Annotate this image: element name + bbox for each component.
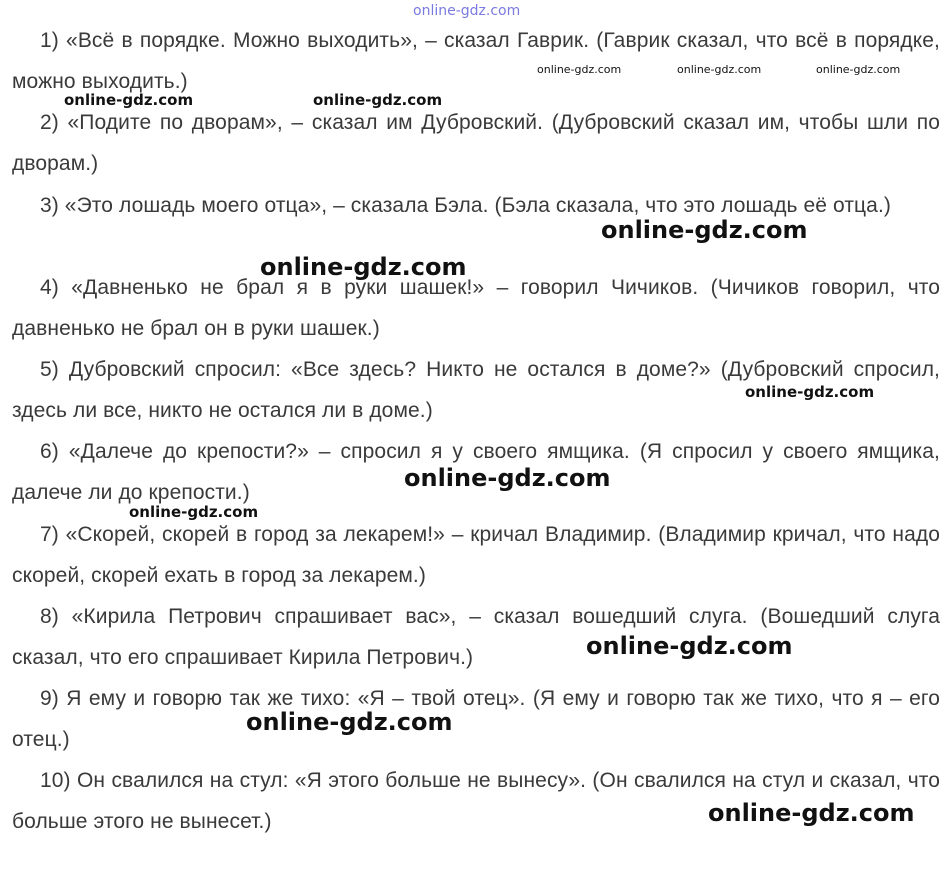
paragraph-1: 1) «Всё в порядке. Можно выходить», – сказал Гаврик. (Гаврик сказал, что всё в порядке, можно выходить.) bbox=[12, 29, 940, 93]
watermark-medium: online-gdz.com bbox=[745, 383, 875, 401]
watermark-large: online-gdz.com bbox=[708, 799, 915, 827]
paragraph-8: 8) «Кирила Петрович спрашивает вас», – сказал вошедший слуга. (Вошедший слуга сказал, что его спрашивает Кирила Петрович.) bbox=[12, 605, 940, 669]
paragraph-2: 2) «Подите по дворам», – сказал им Дубровский. (Дубровский сказал им, чтобы шли по дворам.) bbox=[12, 111, 940, 175]
watermark-medium: online-gdz.com bbox=[313, 91, 443, 109]
paragraph-4: 4) «Давненько не брал я в руки шашек!» – говорил Чичиков. (Чичиков говорил, что давненько не брал он в руки шашек.) bbox=[12, 276, 940, 340]
watermark-large: online-gdz.com bbox=[246, 708, 453, 736]
paragraph-5: 5) Дубровский спросил: «Все здесь? Никто не остался в доме?» (Дубровский спросил, здесь ли все, никто не остался ли в доме.) bbox=[12, 358, 940, 422]
watermark-large: online-gdz.com bbox=[586, 632, 793, 660]
paragraph-7: 7) «Скорей, скорей в город за лекарем!» – кричал Владимир. (Владимир кричал, что надо скорей, скорей ехать в город за лекарем.) bbox=[12, 523, 940, 587]
watermark-small: online-gdz.com bbox=[816, 63, 901, 76]
watermark-large: online-gdz.com bbox=[601, 216, 808, 244]
paragraph-3: 3) «Это лошадь моего отца», – сказала Бэла. (Бэла сказала, что это лошадь её отца.) bbox=[40, 194, 891, 217]
watermark-top: online-gdz.com bbox=[413, 3, 521, 19]
watermark-small: online-gdz.com bbox=[677, 63, 762, 76]
paragraph-9: 9) Я ему и говорю так же тихо: «Я – твой отец». (Я ему и говорю так же тихо, что я – его отец.) bbox=[12, 687, 940, 751]
watermark-large: online-gdz.com bbox=[260, 253, 467, 281]
paragraph-10: 10) Он свалился на стул: «Я этого больше не вынесу». (Он свалился на стул и сказал, что больше этого не вынесет.) bbox=[12, 769, 940, 833]
watermark-medium: online-gdz.com bbox=[129, 503, 259, 521]
watermark-medium: online-gdz.com bbox=[64, 91, 194, 109]
watermark-small: online-gdz.com bbox=[537, 63, 622, 76]
watermark-large: online-gdz.com bbox=[404, 464, 611, 492]
paragraph-6: 6) «Далече до крепости?» – спросил я у своего ямщика. (Я спросил у своего ямщика, далече ли до крепости.) bbox=[12, 440, 940, 504]
